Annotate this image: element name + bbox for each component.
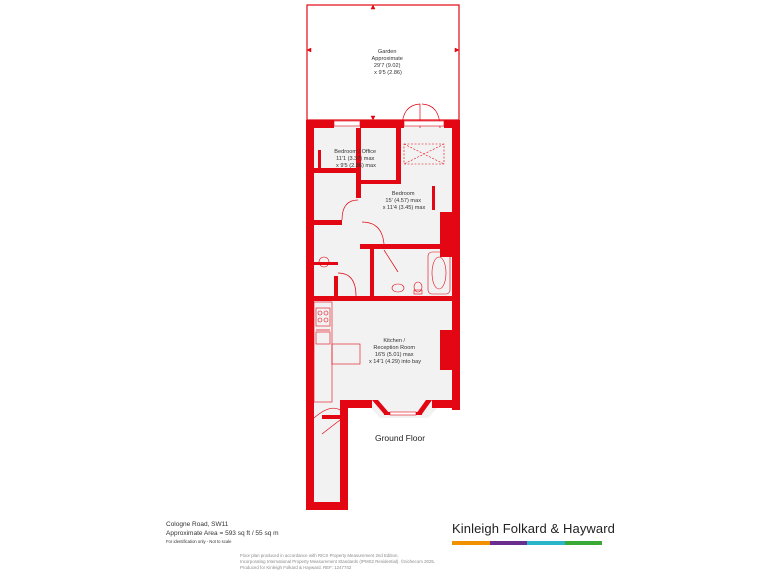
address-line: Cologne Road, SW11	[166, 521, 229, 528]
bedroom-label: Bedroom 15' (4.57) max x 11'4 (3.45) max	[382, 191, 426, 211]
brand-logo: Kinleigh Folkard & Hayward	[452, 521, 616, 536]
disclaimer-line: Incorporating International Property Measurement Standards (IPMS2 Residential). ©nichecom 2025.	[240, 559, 436, 564]
address-block	[166, 520, 279, 538]
bedroom-office-label: Bedroom / Office 11'1 (3.37) max x 9'5 (2.86) max	[334, 149, 377, 169]
brand-bar-segment	[527, 541, 565, 545]
disclaimer-line: Floor plan produced in accordance with RICS Property Measurement 2nd Edition,	[240, 553, 399, 558]
brand-bar-segment	[490, 541, 528, 545]
area-line: Approximate Area = 593 sq ft / 55 sq m	[166, 530, 279, 537]
disclaimer	[240, 553, 435, 571]
identification-note: For identification only - Not to scale	[166, 539, 232, 544]
brand-color-bar	[452, 541, 602, 545]
brand-bar-segment	[452, 541, 490, 545]
kitchen-reception-label: Kitchen / Reception Room 16'5 (5.01) max x 14'1 (4.29) into bay	[368, 338, 422, 365]
garden-label: Garden Approximate 29'7 (9.02) x 9'5 (2.86)	[371, 49, 403, 76]
brand-bar-segment	[565, 541, 603, 545]
disclaimer-line: Produced for Kinleigh Folkard & Hayward. REF: 1247742	[240, 565, 352, 570]
floor-label: Ground Floor	[374, 433, 426, 443]
